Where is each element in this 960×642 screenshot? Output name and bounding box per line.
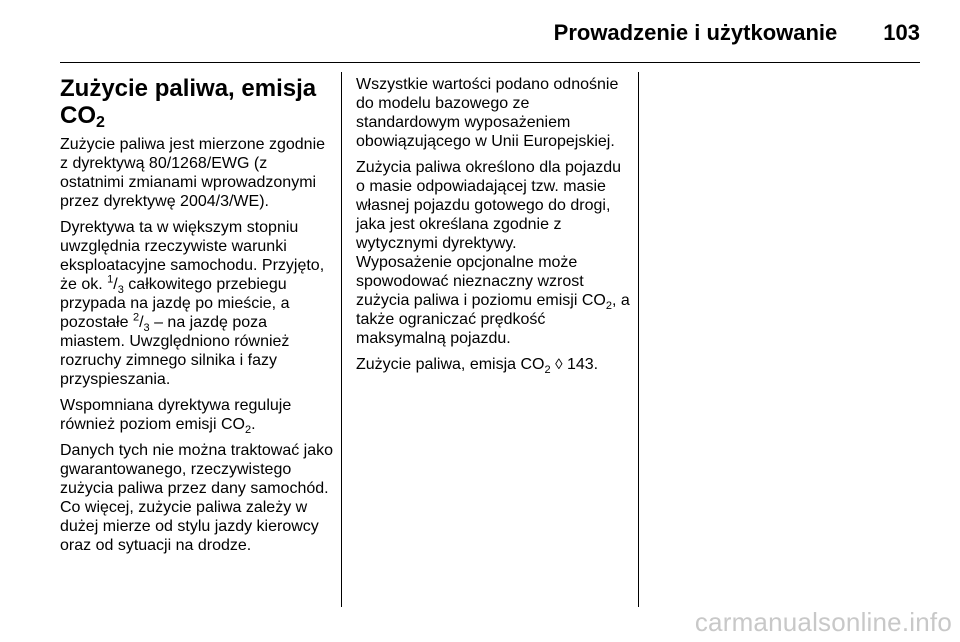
column-2 bbox=[356, 75, 632, 381]
paragraph: Wyposażenie opcjonalne może spowodować nieznaczny wzrost zużycia paliwa i poziomu emisji $CO_2$, a także ograniczać prędkość maksymalną pojazdu. bbox=[356, 254, 630, 347]
section-title: Zużycie paliwa, emisja $CO_2$ bbox=[60, 75, 317, 131]
cross-reference[interactable]: Zużycie paliwa, emisja $CO_2$ ◊ 143. bbox=[356, 356, 599, 377]
column-1 bbox=[60, 75, 335, 562]
paragraph: Zużycie paliwa jest mierzone zgodnie z dyrektywą 80/1268/EWG (z ostatnimi zmianami wprowadzonymi przez dyrektywę 2004/3/WE). bbox=[60, 136, 326, 210]
page-reference[interactable]: 143. bbox=[562, 356, 599, 373]
paragraph: Wspomniana dyrektywa reguluje również poziom emisji $CO_2$. bbox=[60, 397, 292, 437]
page-reference-icon: ◊ bbox=[555, 356, 563, 373]
header-section-title: Prowadzenie i użytkowanie bbox=[553, 20, 838, 45]
header-rule bbox=[60, 62, 920, 63]
paragraph: Dyrektywa ta w większym stopniu uwzględnia rzeczywiste warunki eksploatacyjne samochodu. Przyjęto, że ok. $^1/_3$ całkowitego przebiegu przypada na jazdę po mieście, a pozostałe $^2/_3$ – na jazdę poza miastem. Uwzględniono również rozruchy zimnego silnika i fazy przyspieszania. bbox=[60, 219, 325, 388]
column-divider-1 bbox=[341, 72, 342, 607]
column-divider-2 bbox=[638, 72, 639, 607]
running-header bbox=[60, 20, 920, 48]
watermark: carmanualsonline.info bbox=[694, 607, 952, 637]
paragraph: Wszystkie wartości podano odnośnie do modelu bazowego ze standardowym wyposażeniem obowiązującego w Unii Europejskiej. bbox=[356, 76, 619, 150]
paragraph: Danych tych nie można traktować jako gwarantowanego, rzeczywistego zużycia paliwa przez dany samochód. Co więcej, zużycie paliwa zależy w dużej mierze od stylu jazdy kierowcy oraz od sytuacji na drodze. bbox=[60, 442, 334, 554]
paragraph: Zużycia paliwa określono dla pojazdu o masie odpowiadającej tzw. masie własnej pojazdu gotowego do drogi, jaka jest określana zgodnie z wytycznymi dyrektywy. bbox=[356, 159, 622, 252]
page-number: 103 bbox=[883, 20, 920, 45]
